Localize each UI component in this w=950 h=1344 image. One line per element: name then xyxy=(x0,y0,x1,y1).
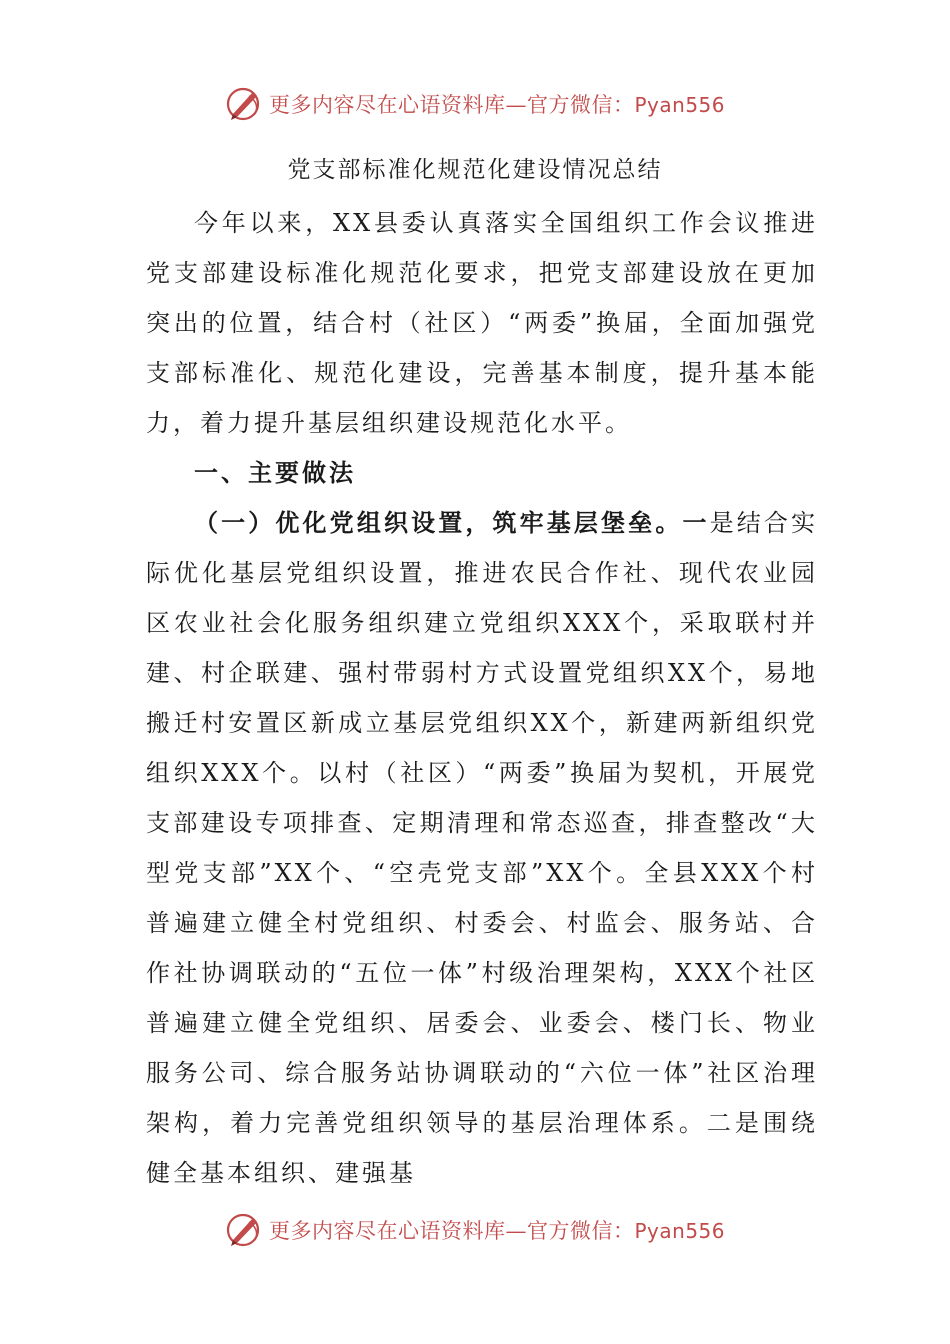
watermark-brand: 更多内容尽在心语资料库 xyxy=(268,1219,506,1243)
subsection-paragraph xyxy=(146,498,818,1198)
pen-logo-icon xyxy=(225,84,265,124)
subsection-body: 是结合实际优化基层党组织设置，推进农民合作社、现代农业园区农业社会化服务组织建立党组织XXX个，采取联村并建、村企联建、强村带弱村方式设置党组织XX个，易地搬迁村安置区新成立基层党组织XX个，新建两新组织党组织XXX个。以村（社区）“两委”换届为契机，开展党支部建设专项排查、定期清理和常态巡查，排查整改“大型党支部”XX个、“空壳党支部”XX个。全县XXX个村普遍建立健全村党组织、村委会、村监会、服务站、合作社协调联动的“五位一体”村级治理架构，XXX个社区普遍建立健全党组织、居委会、业委会、楼门长、物业服务公司、综合服务站协调联动的“六位一体”社区治理架构，着力完善党组织领导的基层治理体系。二是围绕健全基本组织、建强基 xyxy=(146,509,819,1187)
document-body xyxy=(146,198,818,1198)
watermark-footer xyxy=(0,1208,950,1252)
watermark-brand: 更多内容尽在心语资料库 xyxy=(268,93,506,117)
pen-logo-icon xyxy=(225,1210,265,1250)
watermark-header xyxy=(0,82,950,126)
watermark-separator: — xyxy=(505,1219,527,1243)
section-heading: 一、主要做法 xyxy=(194,459,356,487)
intro-paragraph: 今年以来，XX县委认真落实全国组织工作会议推进党支部建设标准化规范化要求，把党支部建设放在更加突出的位置，结合村（社区）“两委”换届，全面加强党支部标准化、规范化建设，完善基本制度，提升基本能力，着力提升基层组织建设规范化水平。 xyxy=(146,209,818,437)
watermark-contact-label: 官方微信： xyxy=(526,1219,635,1243)
watermark-contact-label: 官方微信： xyxy=(526,93,635,117)
subsection-lead: （一）优化党组织设置，筑牢基层堡垒。一 xyxy=(194,509,710,537)
watermark-separator: — xyxy=(505,93,527,117)
watermark-contact-id: Pyan556 xyxy=(634,93,725,117)
watermark-text xyxy=(269,89,725,119)
watermark-text xyxy=(269,1215,725,1245)
document-title: 党支部标准化规范化建设情况总结 xyxy=(287,157,663,183)
watermark-contact-id: Pyan556 xyxy=(634,1219,725,1243)
